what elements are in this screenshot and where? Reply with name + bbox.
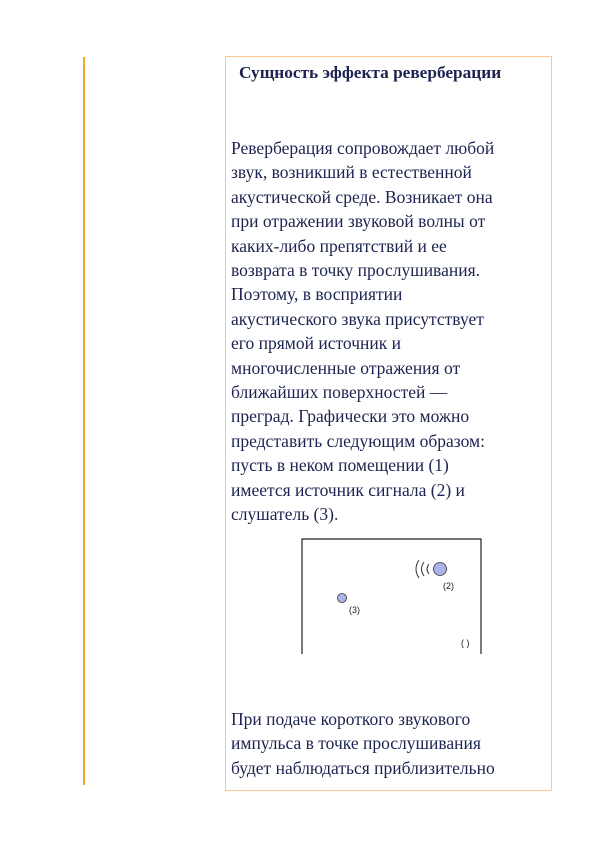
room-label: ( ): [461, 638, 470, 648]
paragraph-line: имеется источник сигнала (2) и: [231, 479, 465, 500]
listener-dot: [338, 594, 347, 603]
paragraph-line: звук, возникший в естественной: [231, 162, 472, 183]
section-heading: Сущность эффекта реверберации: [239, 63, 502, 82]
sound-wave-arc: [416, 560, 419, 578]
paragraph-line: При подаче короткого звукового: [231, 709, 471, 729]
paragraph-line: акустического звука присутствует: [231, 308, 484, 329]
paragraph-line: преград. Графически это можно: [231, 406, 470, 427]
sound-source-dot: [434, 563, 447, 576]
paragraph-line: представить следующим образом:: [231, 430, 485, 451]
paragraph-line: импульса в точке прослушивания: [231, 733, 481, 754]
margin-line: [83, 57, 85, 785]
paragraph-line: при отражении звуковой волны от: [231, 211, 486, 232]
paragraph-line: акустической среде. Возникает она: [231, 186, 493, 207]
paragraph-line: Реверберация сопровождает любой: [231, 138, 495, 158]
paragraph-line: его прямой источник и: [231, 333, 401, 354]
paragraph-line: каких-либо препятствий и ее: [231, 235, 447, 256]
paragraph-1: [231, 136, 549, 527]
source-label: (2): [443, 581, 454, 591]
paragraph-line: слушатель (3).: [231, 504, 339, 525]
paragraph-line: ближайших поверхностей —: [231, 382, 448, 403]
sound-wave-arc: [427, 564, 429, 574]
paragraph-line: Поэтому, в восприятии: [231, 284, 403, 305]
room-diagram-svg: [301, 538, 483, 654]
listener-label: (3): [349, 605, 360, 615]
paragraph-line: возврата в точку прослушивания.: [231, 260, 481, 281]
room-walls: [302, 539, 481, 654]
room-diagram: [301, 538, 483, 654]
paragraph-line: пусть в неком помещении (1): [231, 455, 449, 476]
paragraph-line: многочисленные отражения от: [231, 357, 461, 378]
paragraph-2: [231, 707, 549, 780]
sound-wave-arc: [422, 562, 425, 576]
paragraph-line: будет наблюдаться приблизительно: [231, 757, 495, 778]
